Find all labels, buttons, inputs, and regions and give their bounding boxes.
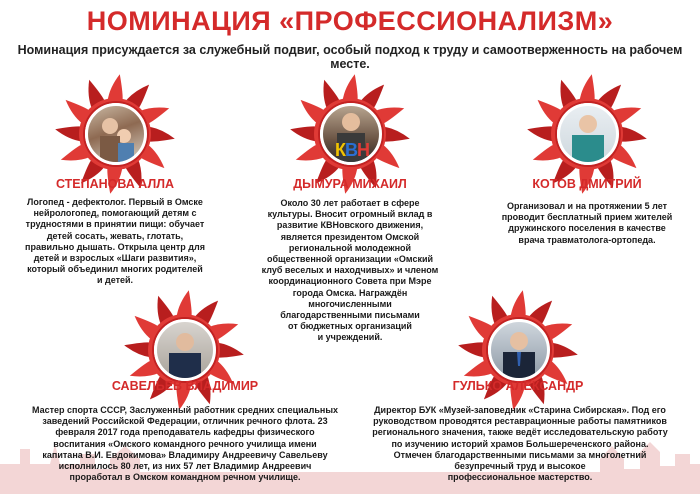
description-line: детей сосать, жевать, глотать, [46,230,184,241]
description-line: дружинского поселения в качестве [508,223,666,234]
nominee-description [355,405,685,483]
nominee-description [477,201,697,246]
description-line: координационного Совета при Мэре [268,276,432,287]
description-line: трудностями в принятии пищи: обучает [25,219,205,230]
avatar [85,103,147,165]
description-line: безупречный труд и высокое [454,461,586,472]
description-line: профессиональное мастерство. [447,472,593,483]
nominee-description [240,198,460,344]
description-line: культуры. Вносит огромный вклад в [267,209,433,220]
description-line: проводит бесплатный прием жителей [501,212,673,223]
description-line: проработал в Омском командном речном училище. [69,472,301,483]
description-line: общественной организации «Омский [266,254,434,265]
kvn-logo: КВН [335,140,369,160]
description-line: является президентом Омской [280,231,420,242]
description-line: Около 30 лет работает в сфере [280,198,420,208]
description-line: исполнилось 80 лет, из них 57 лет Владимир Андреевич [58,461,312,472]
description-line: февраля 2017 года преподаватель кафедры физического [55,427,315,438]
description-line: города Омска. Награждён [292,287,408,298]
description-line: детей и взрослых «Шаги развития», [33,253,197,264]
description-line: от бюджетных организаций [288,321,412,332]
description-line: Директор БУК «Музей-заповедник «Старина Сибирская». Под его [374,405,666,415]
avatar [488,319,550,381]
nominee-description [5,197,225,287]
nominee-name: САВЕЛЬЕВ ВЛАДИМИР [111,379,259,393]
description-line: руководством проводятся реставрационные работы памятников [373,416,667,427]
description-line: по изучению историй храмов Большереченского района. [391,438,649,449]
description-line: который объединил многих родителей [27,264,203,275]
description-line: развитие КВНовского движения, [276,220,424,231]
description-line: капитана В.И. Евдокимова» Владимиру Андреевичу Савельеву [42,449,328,460]
description-line: врача травматолога-ортопеда. [518,234,656,245]
page-subtitle: Номинация присуждается за служебный подвиг, особый подход к труду и самоотверженность на рабочем месте. [17,43,683,71]
nominee-description [20,405,350,483]
description-line: региональной молодежной [288,242,412,253]
nominee-name: СТЕПАНОВА АЛЛА [55,177,175,191]
nominee-name: ГУЛЬКО АЛЕКСАНДР [452,379,584,393]
description-line: и детей. [96,275,134,286]
description-line: Отмечен благодарственными письмами за многолетний [393,449,647,460]
description-line: и учреждений. [317,332,383,343]
nominee-name: ДЫМУРА МИХАИЛ [293,177,407,191]
page-title: НОМИНАЦИЯ «ПРОФЕССИОНАЛИЗМ» [86,6,614,36]
description-line: клуб веселых и находчивых» и членом [261,265,439,276]
nominee-name: КОТОВ ДМИТРИЙ [532,177,642,191]
description-line: благодарственными письмами [280,310,420,321]
description-line: нейрологопед, помогающий детям с [33,208,197,219]
description-line: правильно дышать. Открыла центр для [25,241,205,252]
description-line: многочисленными [308,298,392,309]
description-line: Организовал и на протяжении 5 лет [506,201,668,211]
avatar [154,319,216,381]
avatar [557,103,619,165]
description-line: заведений Российской Федерации, отличник речного флота. 23 [42,416,328,427]
description-line: Мастер спорта СССР, Заслуженный работник средних специальных [31,405,339,415]
description-line: воспитания «Омского командного речного училища имени [53,438,317,449]
description-line: регионального значения, также ведёт исследовательскую работу [372,427,668,438]
description-line: Логопед - дефектолог. Первый в Омске [27,197,203,207]
